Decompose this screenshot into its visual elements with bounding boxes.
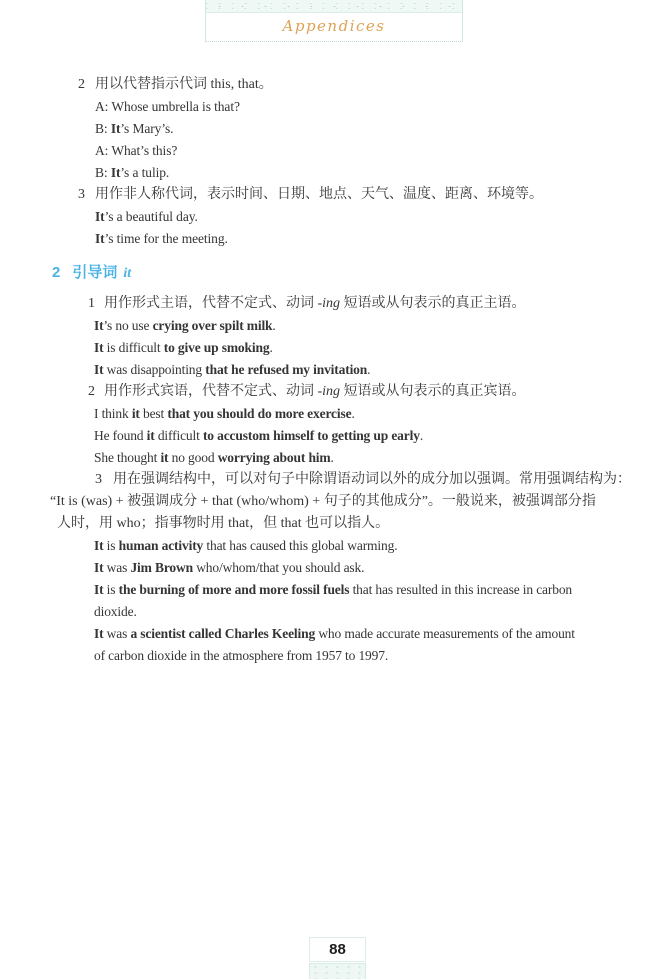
item-heading-text: 用作形式主语，代替不定式、动词 -ing 短语或从句表示的真正主语。 bbox=[104, 296, 526, 311]
example-sentence: He found it difficult to accustom himself to getting up early. bbox=[94, 428, 424, 443]
example-sentence: It was Jim Brown who/whom/that you should ask. bbox=[94, 560, 365, 575]
list-item-heading bbox=[0, 184, 650, 206]
dialogue-line: B: It’s a tulip. bbox=[95, 165, 170, 180]
page-number: 88 bbox=[309, 937, 366, 962]
example-sentence-continuation: dioxide. bbox=[94, 604, 137, 619]
item-number: 3 bbox=[95, 472, 102, 487]
paragraph-line bbox=[0, 469, 650, 491]
item-number: 1 bbox=[88, 296, 95, 311]
header-decoration-band bbox=[206, 0, 462, 13]
page-content bbox=[0, 74, 650, 667]
list-item-heading bbox=[0, 381, 650, 403]
dialogue-line: B: It’s Mary’s. bbox=[95, 121, 174, 136]
dialogue-line: A: What’s this? bbox=[95, 143, 178, 158]
section-heading bbox=[0, 262, 650, 285]
item-number: 3 bbox=[78, 187, 85, 202]
example-sentence: It’s time for the meeting. bbox=[95, 231, 228, 246]
example-sentence: It is the burning of more and more fossil fuels that has resulted in this increase in carbon bbox=[94, 582, 573, 597]
example-sentence: It is difficult to give up smoking. bbox=[94, 340, 273, 355]
example-sentence: It was disappointing that he refused my invitation. bbox=[94, 362, 371, 377]
header-title: Appendices bbox=[282, 17, 386, 35]
paragraph-text: 用在强调结构中，可以对句子中除谓语动词以外的成分加以强调。常用强调结构为： bbox=[113, 472, 631, 487]
list-item-heading bbox=[0, 74, 650, 96]
item-number: 2 bbox=[88, 384, 95, 399]
example-sentence: I think it best that you should do more exercise. bbox=[94, 406, 355, 421]
item-heading-text: 用作形式宾语，代替不定式、动词 -ing 短语或从句表示的真正宾语。 bbox=[104, 384, 526, 399]
example-sentence: She thought it no good worrying about him. bbox=[94, 450, 334, 465]
paragraph-line: 人时，用 who；指事物时用 that，但 that 也可以指人。 bbox=[57, 516, 390, 531]
section-body bbox=[0, 293, 650, 667]
example-sentence-continuation: of carbon dioxide in the atmosphere from 1957 to 1997. bbox=[94, 648, 389, 663]
page-header bbox=[205, 0, 463, 42]
paragraph-line: “It is (was) + 被强调成分 + that (who/whom) + 句子的其他成分”。一般说来，被强调部分指 bbox=[50, 494, 596, 509]
example-sentence: It was a scientist called Charles Keeling who made accurate measurements of the amount bbox=[94, 626, 575, 641]
example-sentence: It’s a beautiful day. bbox=[95, 209, 198, 224]
example-sentence: It is human activity that has caused this global warming. bbox=[94, 538, 398, 553]
section-title-latin: it bbox=[123, 266, 132, 281]
item-heading-text: 用作非人称代词，表示时间、日期、地点、天气、温度、距离、环境等。 bbox=[95, 187, 543, 202]
dialogue-line: A: Whose umbrella is that? bbox=[95, 99, 240, 114]
section-title: 引导词 bbox=[72, 264, 118, 281]
item-number: 2 bbox=[78, 77, 85, 92]
list-item-heading bbox=[0, 293, 650, 315]
footer-decoration-band bbox=[309, 963, 366, 979]
item-heading-text: 用以代替指示代词 this, that。 bbox=[95, 77, 273, 92]
example-sentence: It’s no use crying over spilt milk. bbox=[94, 318, 276, 333]
section-number: 2 bbox=[52, 264, 61, 281]
